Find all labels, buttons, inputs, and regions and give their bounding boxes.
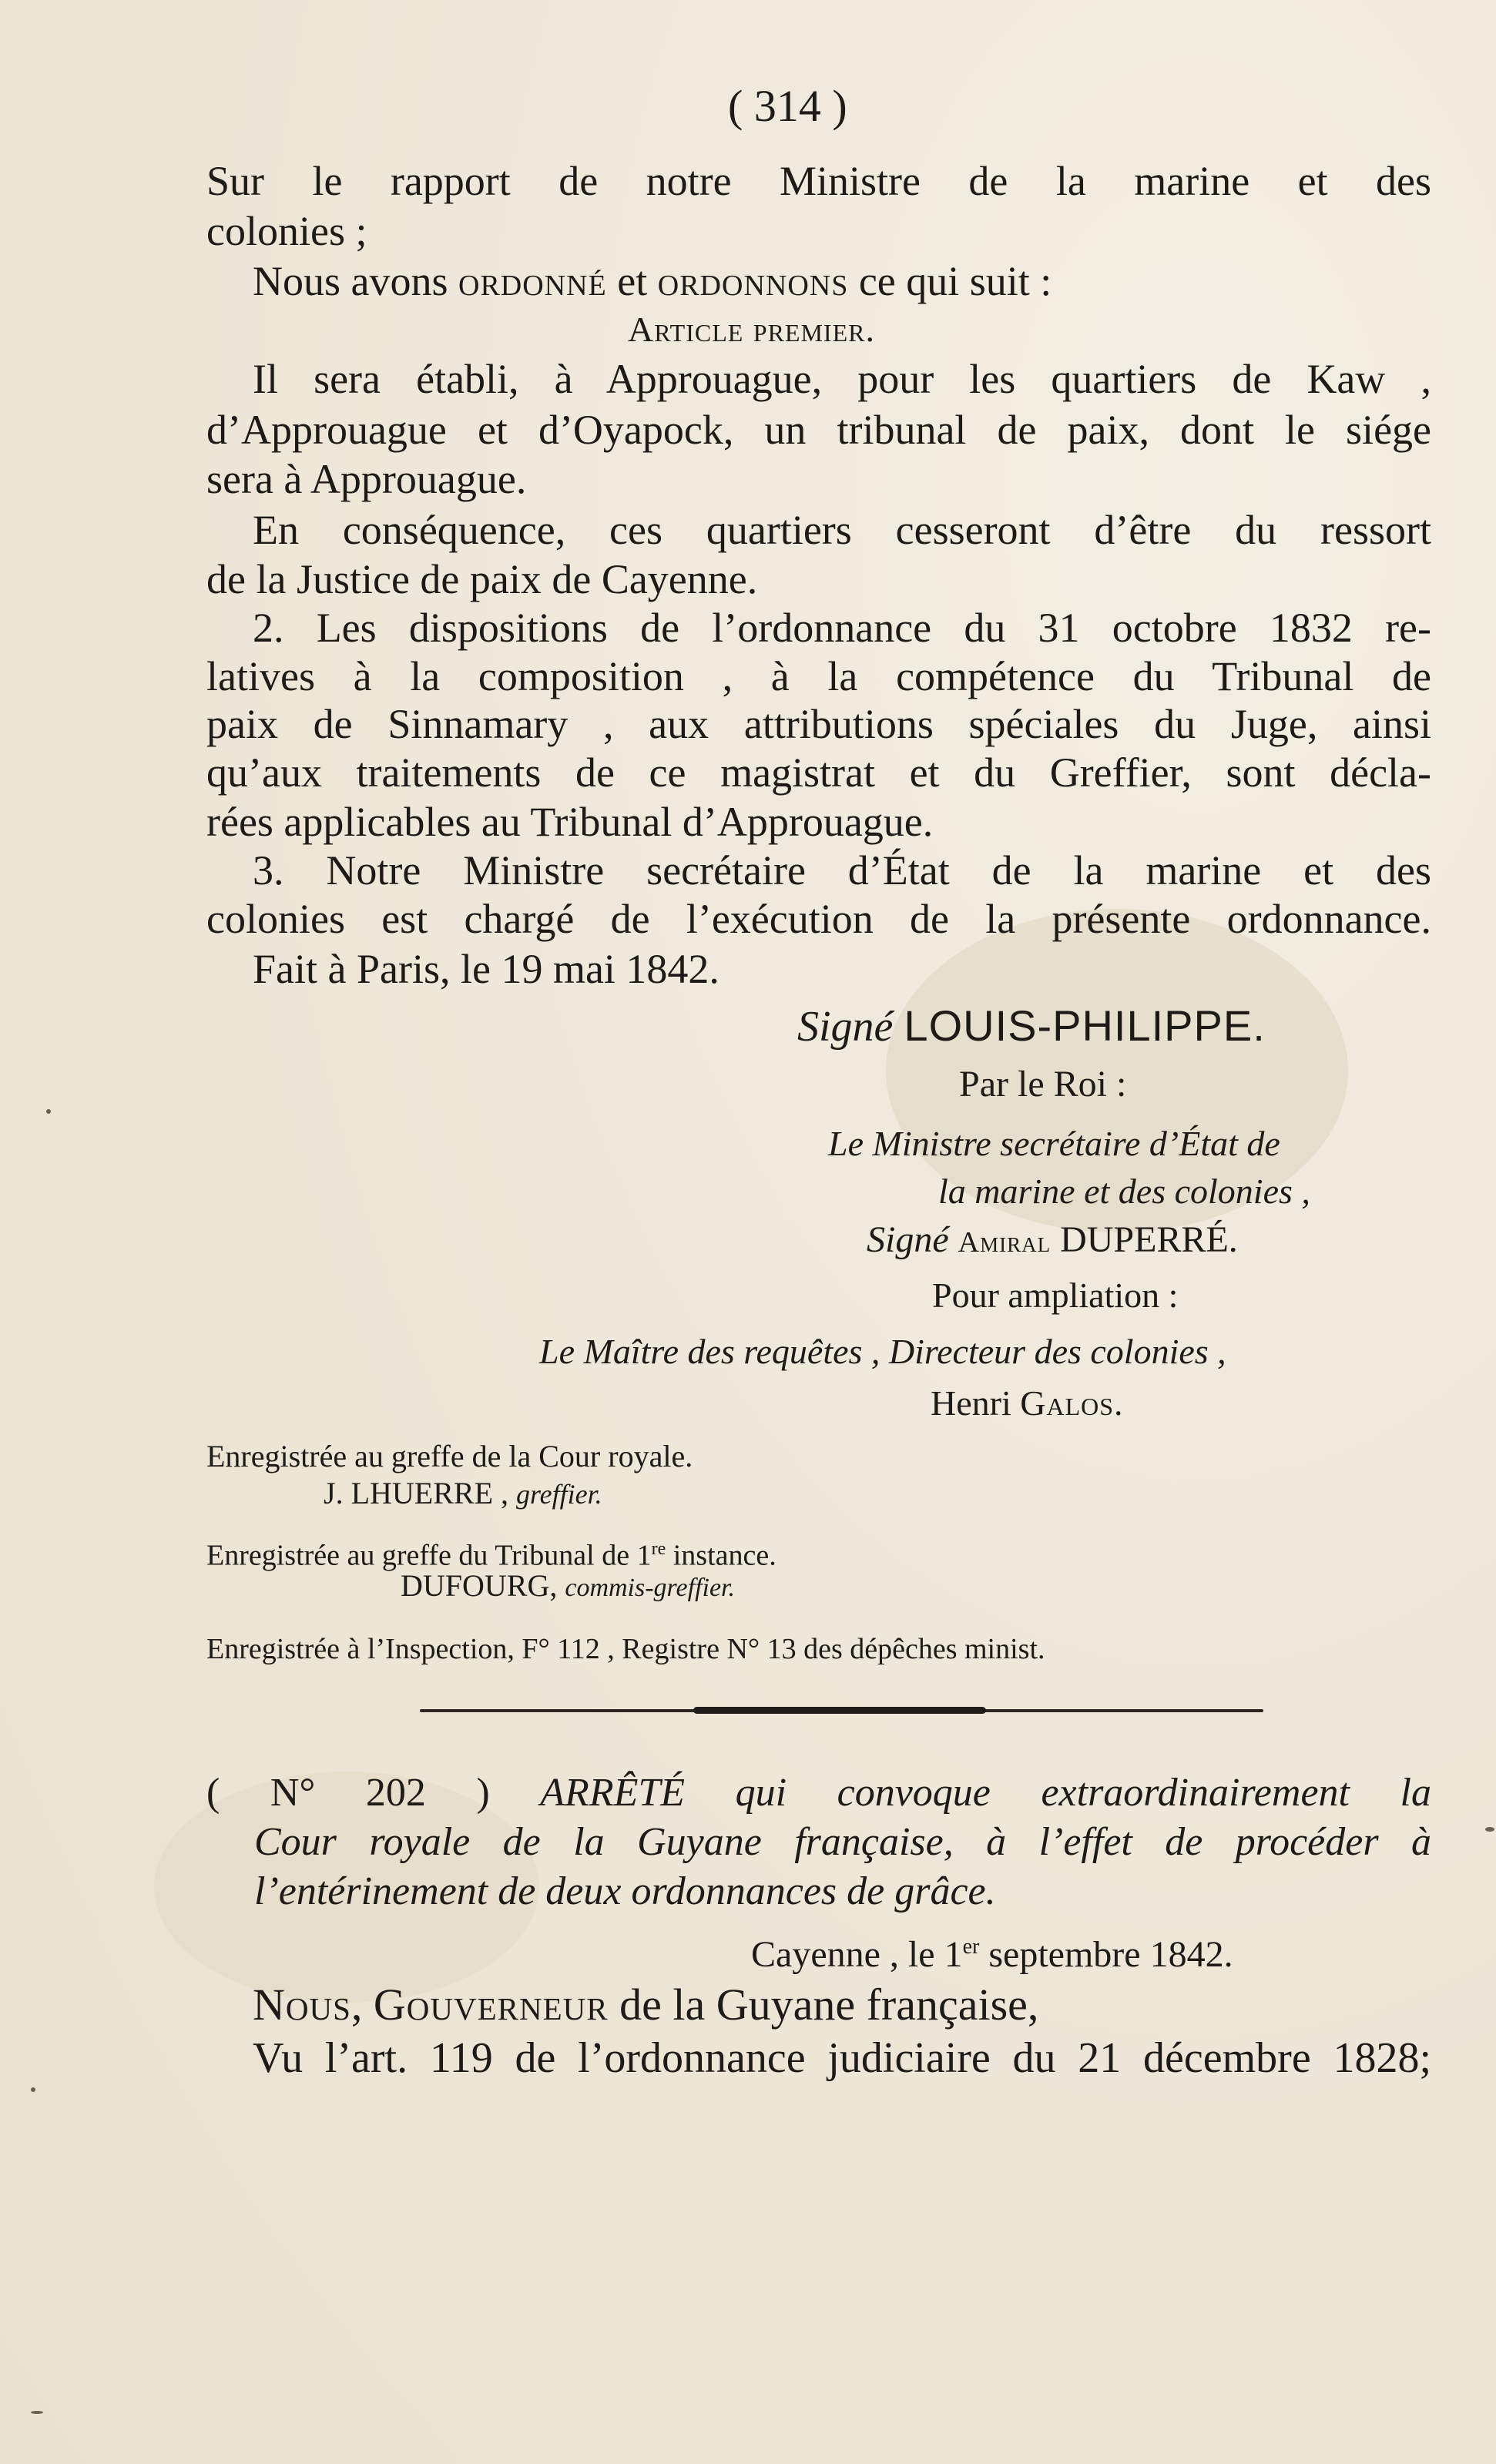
text-run: et: [606, 258, 658, 304]
paper-speck: [31, 2087, 35, 2092]
signe-label: Signé: [797, 1003, 894, 1051]
decree-line: colonies est chargé de l’exécution de la présente ordonnance.: [206, 896, 1431, 942]
arrete-title-line: Cour royale de la Guyane française, à l’effet de procéder à: [254, 1820, 1431, 1864]
text-run: ,: [351, 1980, 374, 2030]
king-name: LOUIS-PHILIPPE.: [904, 1001, 1266, 1050]
decree-line: qu’aux traitements de ce magistrat et du Greffier, sont décla-: [206, 749, 1431, 796]
text-run: Gouverneur: [373, 1980, 609, 2030]
ordinal-suffix: er: [962, 1935, 980, 1959]
section-divider-center: [693, 1707, 986, 1714]
decree-line: paix de Sinnamary , aux attributions spéciales du Juge, ainsi: [206, 701, 1431, 747]
date-line: Fait à Paris, le 19 mai 1842.: [253, 946, 719, 992]
registrar-role: greffier.: [516, 1479, 602, 1510]
decree-line: latives à la composition , à la compétence du Tribunal de: [206, 653, 1431, 699]
registrar-role: commis-greffier.: [565, 1574, 736, 1602]
text-run: ordonné: [458, 258, 607, 304]
registrar-signature: [324, 1476, 602, 1512]
text-run: Enregistrée au greffe du Tribunal de 1: [206, 1539, 652, 1572]
text-run: septembre 1842.: [979, 1934, 1233, 1975]
director-signature: [931, 1380, 1124, 1426]
signe-label: Signé: [867, 1219, 949, 1260]
text-run: Cayenne , le 1: [751, 1934, 963, 1975]
text-run: instance.: [666, 1539, 777, 1572]
decree-line: d’Approuague et d’Oyapock, un tribunal de paix, dont le siége: [206, 407, 1431, 453]
minister-title: Le Ministre secrétaire d’État de: [828, 1124, 1280, 1163]
text-run: de la Guyane française,: [608, 1980, 1039, 2030]
text-run: Nous avons: [253, 258, 458, 304]
paper-speck: [46, 1109, 51, 1114]
decree-line: 3. Notre Ministre secrétaire d’État de la marine et des: [253, 847, 1431, 893]
decree-line: Sur le rapport de notre Ministre de la marine et des: [206, 158, 1431, 204]
text-run: ordonnons: [657, 258, 849, 304]
vu-line: Vu l’art. 119 de l’ordonnance judiciaire du 21 décembre 1828;: [253, 2034, 1431, 2082]
minister-title: la marine et des colonies ,: [938, 1172, 1310, 1211]
decree-line: de la Justice de paix de Cayenne.: [206, 556, 758, 602]
rank-label: Amiral: [958, 1226, 1052, 1259]
decree-line: colonies ;: [206, 208, 367, 254]
registration-line: Enregistrée au greffe de la Cour royale.: [206, 1439, 693, 1473]
text-run: ce qui suit :: [848, 258, 1052, 304]
arrete-title-line: l’entérinement de deux ordonnances de grâce.: [254, 1869, 996, 1913]
paper-speck: [31, 2411, 43, 2414]
article-heading: Article premier.: [628, 310, 875, 349]
minister-name: DUPERRÉ.: [1060, 1219, 1238, 1260]
ordinal-suffix: re: [651, 1539, 666, 1559]
ampliation-label: Pour ampliation :: [932, 1276, 1179, 1315]
maitre-title: Le Maître des requêtes , Directeur des colonies ,: [539, 1332, 1226, 1371]
governor-line: [253, 1982, 1038, 2028]
page-number: ( 314 ): [728, 81, 847, 131]
decree-line: [253, 258, 1052, 304]
minister-signature: [867, 1217, 1238, 1266]
decree-line: sera à Approuague.: [206, 456, 527, 502]
king-signature: [797, 1003, 1266, 1050]
paper-speck: [1485, 1827, 1494, 1832]
text-run: Nous: [253, 1980, 351, 2030]
arrete-title-line: [206, 1770, 1431, 1816]
place-date: [751, 1924, 1233, 1978]
par-le-roi: Par le Roi :: [959, 1064, 1127, 1105]
decree-line: Il sera établi, à Approuague, pour les quartiers de Kaw ,: [253, 356, 1431, 402]
arrete-number: ( N° 202 ): [206, 1771, 490, 1815]
registrar-name: J. LHUERRE ,: [324, 1476, 508, 1510]
registrar-signature: [401, 1568, 735, 1606]
decree-line: En conséquence, ces quartiers cesseront d’être du ressort: [253, 507, 1431, 553]
registration-line: [206, 1531, 777, 1574]
registrar-name: DUFOURG,: [401, 1568, 558, 1603]
director-surname: Galos.: [1020, 1383, 1124, 1423]
decree-line: 2. Les dispositions de l’ordonnance du 31 octobre 1832 re-: [253, 605, 1431, 651]
decree-line: rées applicables au Tribunal d’Approuague.: [206, 799, 934, 845]
registration-line: Enregistrée à l’Inspection, F° 112 , Registre N° 13 des dépêches minist.: [206, 1633, 1045, 1665]
arrete-title: ARRÊTÉ qui convoque extraordinairement la: [540, 1771, 1431, 1815]
director-first-name: Henri: [931, 1383, 1011, 1423]
